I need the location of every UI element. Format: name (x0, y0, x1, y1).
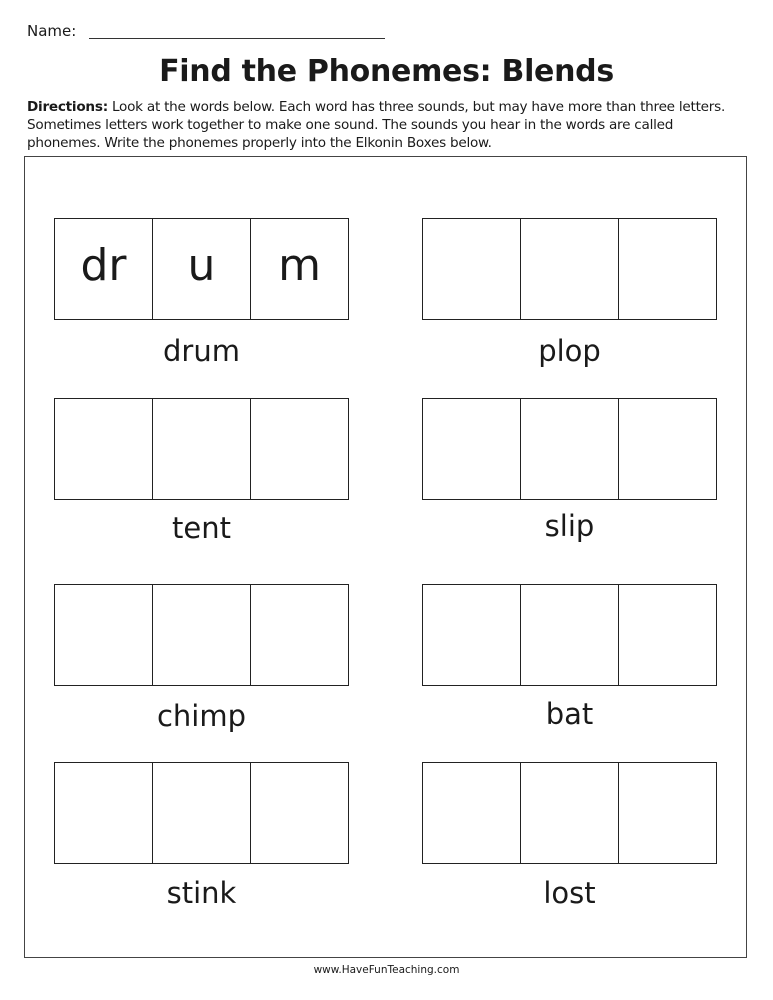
phoneme-box[interactable] (521, 219, 619, 319)
word-label: drum (163, 334, 240, 368)
phoneme-box[interactable] (251, 585, 348, 685)
word-label: bat (545, 697, 594, 731)
elkonin-boxes-lost (422, 762, 717, 864)
word-label: plop (538, 334, 601, 368)
page-title: Find the Phonemes: Blends (159, 54, 614, 89)
word-label: slip (544, 509, 595, 543)
elkonin-boxes-plop (422, 218, 717, 320)
word-label: chimp (156, 699, 247, 733)
word-label: stink (166, 876, 237, 910)
word-label: tent (172, 511, 231, 545)
directions (27, 98, 747, 152)
phoneme-box[interactable] (521, 763, 619, 863)
elkonin-boxes-tent (54, 398, 349, 500)
phoneme-box[interactable] (153, 399, 251, 499)
directions-text: Look at the words below. Each word has three sounds, but may have more than three letters. Sometimes letters work together to make one sound. The sounds you hear in the words are called phonemes. Write the phonemes properly into the Elkonin Boxes below. (27, 99, 726, 151)
phoneme-box[interactable]: u (153, 219, 251, 319)
elkonin-boxes-chimp (54, 584, 349, 686)
name-label: Name: (27, 22, 77, 40)
phoneme-box[interactable] (521, 585, 619, 685)
phoneme-box[interactable] (423, 763, 521, 863)
directions-lead: Directions: (27, 99, 108, 115)
phoneme-box[interactable] (423, 399, 521, 499)
name-field-line[interactable] (89, 38, 385, 39)
phoneme-box[interactable] (251, 763, 348, 863)
phoneme-box[interactable] (55, 763, 153, 863)
phoneme-box[interactable] (55, 399, 153, 499)
footer-site: www.HaveFunTeaching.com (313, 964, 460, 976)
phoneme-box[interactable]: dr (55, 219, 153, 319)
phoneme-box[interactable] (619, 585, 716, 685)
phoneme-box[interactable] (55, 585, 153, 685)
elkonin-boxes-stink (54, 762, 349, 864)
phoneme-box[interactable]: m (278, 240, 321, 291)
phoneme-box[interactable] (619, 763, 716, 863)
elkonin-boxes-slip (422, 398, 717, 500)
word-label: lost (543, 876, 596, 910)
phoneme-box[interactable] (153, 585, 251, 685)
elkonin-boxes-drum (54, 218, 349, 320)
phoneme-box[interactable] (521, 399, 619, 499)
phoneme-box[interactable] (251, 399, 348, 499)
phoneme-box[interactable] (619, 399, 716, 499)
phoneme-box[interactable] (619, 219, 716, 319)
elkonin-boxes-bat (422, 584, 717, 686)
phoneme-box[interactable] (423, 585, 521, 685)
phoneme-box[interactable] (153, 763, 251, 863)
phoneme-box[interactable] (423, 219, 521, 319)
